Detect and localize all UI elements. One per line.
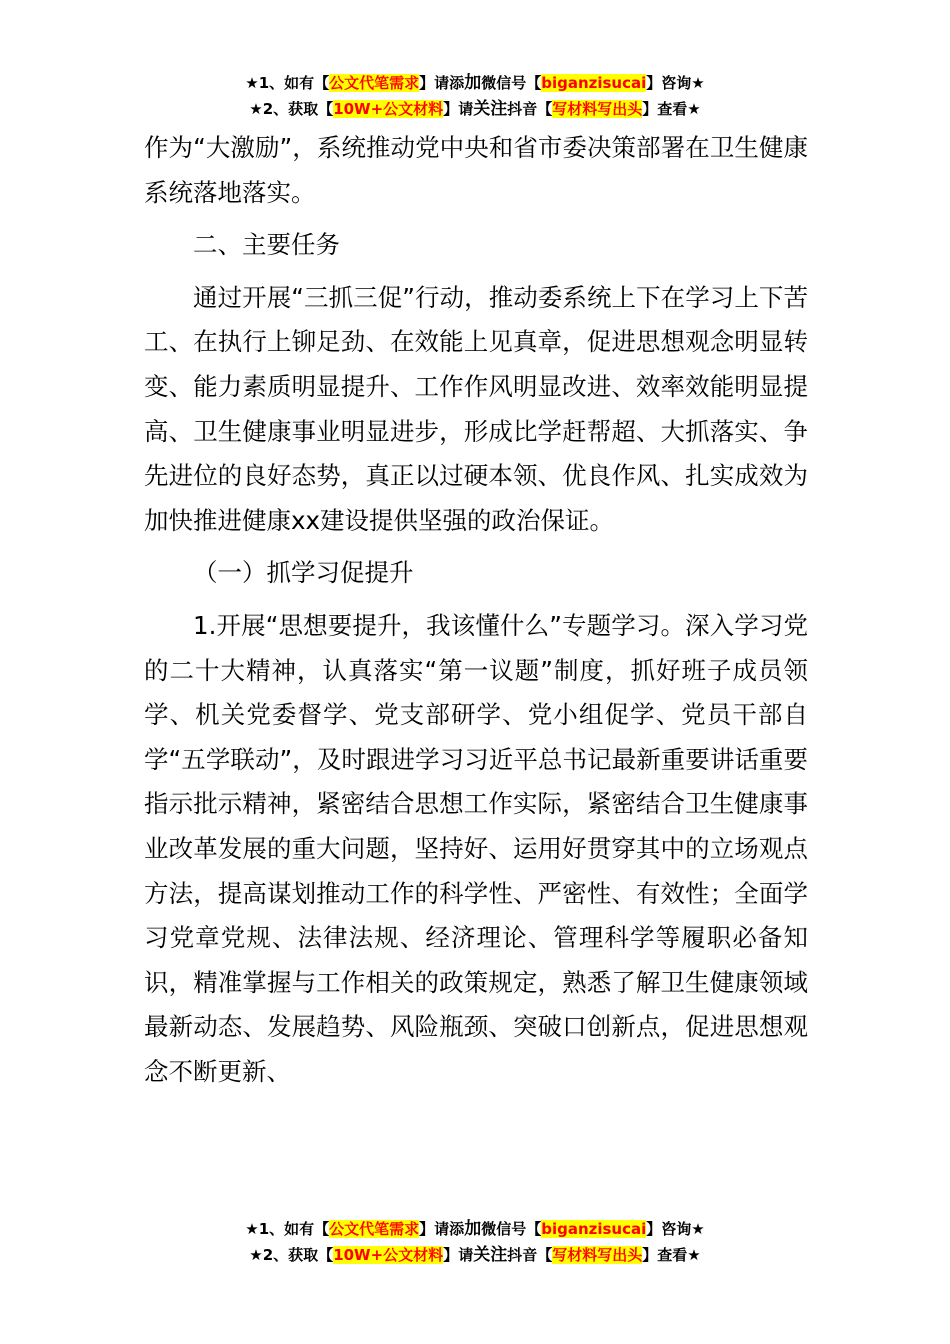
promo-line-2-text-2: 抖音【: [507, 100, 553, 118]
promo-line-2-emphasis: 关注: [473, 99, 508, 119]
promo-line-2-text: 】请: [443, 1246, 474, 1264]
paragraph-item-1: 1.开展“思想要提升，我该懂什么”专题学习。深入学习党的二十大精神，认真落实“第一议题”制度，抓好班子成员领学、机关党委督学、党支部研学、党小组促学、党员干部自学“五学联动”，及时跟进学习习近平总书记最新重要讲话重要指示批示精神，紧密结合思想工作实际，紧密结合卫生健康事业改革发展的重大问题，坚持好、运用好贯穿其中的立场观点方法，提高谋划推动工作的科学性、严密性、有效性；全面学习党章党规、法律法规、经济理论、管理科学等履职必备知识，精准掌握与工作相关的政策规定，熟悉了解卫生健康领域最新动态、发展趋势、风险瓶颈、突破口创新点，促进思想观念不断更新、: [144, 610, 808, 1086]
promo-line-2-text-2: 抖音【: [507, 1246, 553, 1264]
promo-line-2-prefix: ★2、获取【: [249, 100, 334, 118]
promo-highlight-writing-service: 公文代笔需求: [329, 1220, 420, 1238]
promo-line-2-emphasis: 关注: [473, 1245, 508, 1265]
promo-line-1-text: 】请添: [419, 1220, 465, 1238]
promo-line-1-emphasis: 加: [464, 73, 482, 93]
promo-highlight-materials: 10W+公文材料: [333, 100, 444, 118]
paragraph-continuation: 作为“大激励”，系统推动党中央和省市委决策部署在卫生健康系统落地落实。: [144, 133, 808, 207]
promo-highlight-materials: 10W+公文材料: [333, 1246, 444, 1264]
promo-line-1-suffix: 】咨询★: [646, 74, 705, 92]
promo-highlight-douyin-account: 写材料写出头: [552, 100, 643, 118]
promo-line-2: [0, 96, 950, 122]
promo-line-1-text: 】请添: [419, 74, 465, 92]
bottom-promo-banner: [0, 1216, 950, 1268]
promo-line-2-suffix: 】查看★: [642, 100, 701, 118]
promo-line-1: [0, 70, 950, 96]
section-heading: 二、主要任务: [193, 230, 340, 260]
promo-line-1-text-2: 微信号【: [481, 74, 542, 92]
promo-line-1-bottom: [0, 1216, 950, 1242]
promo-line-2-bottom: [0, 1242, 950, 1268]
promo-highlight-douyin-account: 写材料写出头: [552, 1246, 643, 1264]
promo-line-2-suffix: 】查看★: [642, 1246, 701, 1264]
promo-line-1-text-2: 微信号【: [481, 1220, 542, 1238]
promo-line-1-prefix: ★1、如有【: [245, 74, 330, 92]
promo-line-2-prefix: ★2、获取【: [249, 1246, 334, 1264]
promo-highlight-writing-service: 公文代笔需求: [329, 74, 420, 92]
promo-line-1-suffix: 】咨询★: [646, 1220, 705, 1238]
top-promo-banner: [0, 70, 950, 122]
promo-line-1-prefix: ★1、如有【: [245, 1220, 330, 1238]
promo-line-2-text: 】请: [443, 100, 474, 118]
paragraph-intro: 通过开展“三抓三促”行动，推动委系统上下在学习上下苦工、在执行上铆足劲、在效能上见真章，促进思想观念明显转变、能力素质明显提升、工作作风明显改进、效率效能明显提高、卫生健康事业明显进步，形成比学赶帮超、大抓落实、争先进位的良好态势，真正以过硬本领、优良作风、扎实成效为加快推进健康xx建设提供坚强的政治保证。: [144, 282, 808, 535]
promo-highlight-wechat-id: biganzisucai: [541, 74, 647, 92]
document-body: [144, 126, 808, 1094]
promo-line-1-emphasis: 加: [464, 1219, 482, 1239]
sub-heading: （一）抓学习促提升: [193, 558, 414, 588]
promo-highlight-wechat-id: biganzisucai: [541, 1220, 647, 1238]
